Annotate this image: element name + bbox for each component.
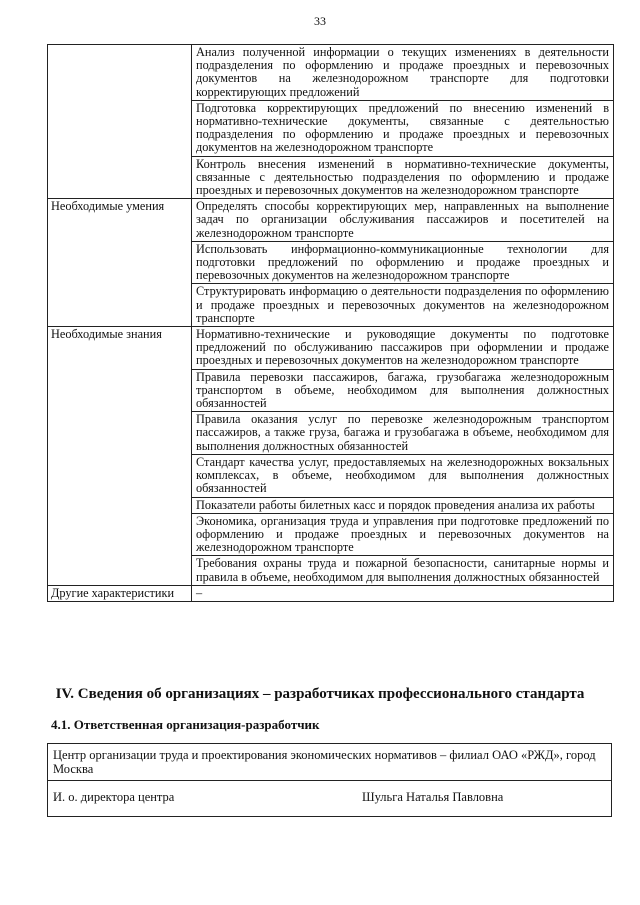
signatory-name: Шульга Наталья Павловна: [362, 790, 504, 804]
table-cell: Анализ полученной информации о текущих изменениях в деятельности подразделения по оформлению и продаже проездных и перевозочных документов на железнодорожном транспорте для подготовки корректирующих предложений: [192, 45, 614, 101]
table-cell: Правила оказания услуг по перевозке железнодорожным транспортом пассажиров, а также груза, багажа и грузобагажа в объеме, необходимом для выполнения должностных обязанностей: [192, 412, 614, 455]
table-cell: Требования охраны труда и пожарной безопасности, санитарные нормы и правила в объеме, необходимом для выполнения должностных обязанностей: [192, 556, 614, 585]
table-cell: Использовать информационно-коммуникационные технологии для подготовки предложений по оформлению и продаже проездных и перевозочных документов на железнодорожном транспорте: [192, 241, 614, 284]
row-label-knowledge: Необходимые знания: [48, 327, 192, 586]
table-row: [48, 199, 614, 242]
table-cell: Подготовка корректирующих предложений по внесению изменений в нормативно-технические документы, связанные с деятельностью подразделения по оформлению и продаже проездных и перевозочных документов на железнодорожном транспорте: [192, 100, 614, 156]
organization-box: [47, 743, 612, 817]
row-label-skills: Необходимые умения: [48, 199, 192, 327]
table-cell: –: [192, 585, 614, 601]
section-heading: IV. Сведения об организациях – разработчиках профессионального стандарта: [55, 686, 585, 702]
table-cell: Контроль внесения изменений в нормативно-технические документы, связанные с деятельностью подразделения по оформлению и продаже проездных и перевозочных документов на железнодорожном транспорте: [192, 156, 614, 199]
table-cell: Экономика, организация труда и управления при подготовке предложений по оформлению и продаже проездных и перевозочных документов на железнодорожном транспорте: [192, 513, 614, 556]
table-row: [48, 585, 614, 601]
divider: [48, 780, 611, 781]
organization-name: Центр организации труда и проектирования экономических нормативов – филиал ОАО «РЖД», город Москва: [53, 748, 596, 776]
table-cell: Правила перевозки пассажиров, багажа, грузобагажа железнодорожным транспортом в объеме, необходимом для выполнения должностных обязанностей: [192, 369, 614, 412]
table-cell: Определять способы корректирующих мер, направленных на выполнение задач по организации обслуживания пассажиров и посетителей на железнодорожном транспорте: [192, 199, 614, 242]
table-cell: Структурировать информацию о деятельности подразделения по оформлению и продаже проездных и перевозочных документов на железнодорожном транспорте: [192, 284, 614, 327]
signatory-position: И. о. директора центра: [53, 790, 175, 804]
table-cell: Стандарт качества услуг, предоставляемых на железнодорожных вокзальных комплексах, в объеме, необходимом для выполнения должностных обязанностей: [192, 454, 614, 497]
subsection-heading: 4.1. Ответственная организация-разработчик: [51, 717, 320, 732]
table-row: [48, 45, 614, 101]
row-label-other: Другие характеристики: [48, 585, 192, 601]
characteristics-table: [47, 44, 614, 602]
row-label: [48, 45, 192, 199]
page-number: 33: [314, 14, 326, 28]
table-cell: Нормативно-технические и руководящие документы по подготовке предложений по обслуживанию пассажиров при оформлении и продаже проездных и перевозочных документов на железнодорожном транспорте: [192, 327, 614, 370]
table-row: [48, 327, 614, 370]
table-cell: Показатели работы билетных касс и порядок проведения анализа их работы: [192, 497, 614, 513]
